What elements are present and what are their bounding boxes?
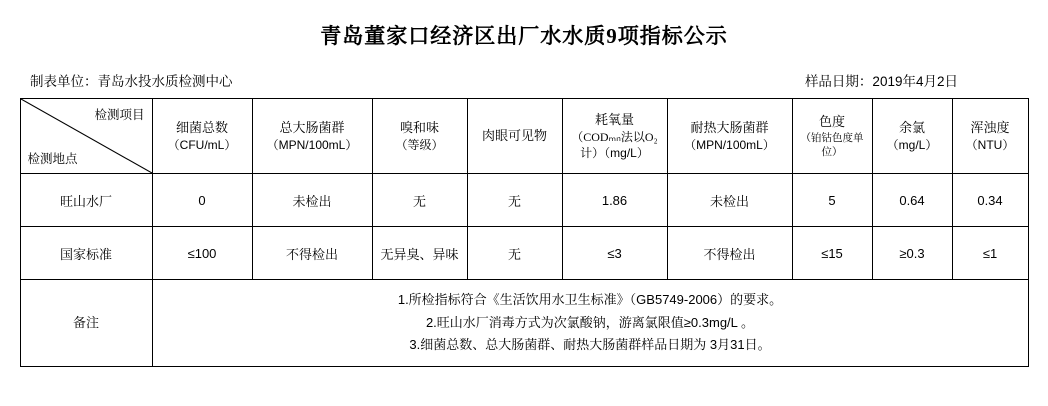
cell-chroma: 5 — [792, 174, 872, 227]
column-name: 余氯 — [898, 120, 925, 136]
cell-bacteria: ≤100 — [152, 227, 252, 280]
column-unit: （CODₘₙ法以O₂ — [571, 129, 658, 144]
column-unit: （mg/L） — [886, 137, 938, 152]
cell-odor-taste: 无 — [372, 174, 467, 227]
column-name: 耗氧量 — [594, 112, 634, 128]
cell-residual-chlorine: ≥0.3 — [872, 227, 952, 280]
page-title: 青岛董家口经济区出厂水水质9项指标公示 — [320, 24, 728, 48]
corner-label-top: 检测项目 — [94, 108, 145, 122]
column-name: 色度 — [818, 114, 845, 130]
row-label-standard: 国家标准 — [20, 227, 152, 280]
cell-odor-taste: 无异臭、异味 — [372, 227, 467, 280]
column-header-total-coliform — [252, 99, 372, 174]
cell-thermotolerant-coliform: 未检出 — [667, 174, 792, 227]
corner-header-cell — [20, 99, 152, 174]
column-unit: （NTU） — [965, 137, 1015, 152]
column-unit-2: 计）（mg/L） — [580, 145, 649, 160]
table-row — [20, 227, 1028, 280]
cell-visible-matter: 无 — [467, 174, 562, 227]
column-unit: （等级） — [395, 137, 444, 152]
notes-row — [20, 280, 1028, 367]
note-line-3: 3.细菌总数、总大肠菌群、耐热大肠菌群样品日期为 3月31日。 — [409, 337, 771, 353]
water-quality-table — [20, 98, 1029, 367]
column-name: 肉眼可见物 — [481, 128, 547, 144]
column-name: 嗅和味 — [399, 120, 439, 136]
column-header-chroma — [792, 99, 872, 174]
cell-thermotolerant-coliform: 不得检出 — [667, 227, 792, 280]
cell-turbidity: ≤1 — [952, 227, 1028, 280]
cell-total-coliform: 不得检出 — [252, 227, 372, 280]
corner-label-bottom: 检测地点 — [27, 152, 78, 166]
column-name: 耐热大肠菌群 — [690, 120, 769, 136]
cell-chroma: ≤15 — [792, 227, 872, 280]
cell-oxygen-consumption: ≤3 — [562, 227, 667, 280]
column-unit: （CFU/mL） — [167, 137, 237, 152]
meta-row — [0, 50, 1048, 98]
notes-content — [152, 280, 1028, 367]
cell-bacteria: 0 — [152, 174, 252, 227]
column-name: 总大肠菌群 — [279, 120, 345, 136]
column-header-thermotolerant-coliform — [667, 99, 792, 174]
column-header-visible-matter — [467, 99, 562, 174]
sample-date: 样品日期：2019年4月2日 — [804, 74, 958, 89]
column-unit: （MPN/100mL） — [684, 137, 775, 152]
note-line-1: 1.所检指标符合《生活饮用水卫生标准》（GB5749-2006）的要求。 — [397, 291, 783, 307]
column-name: 细菌总数 — [175, 120, 228, 136]
cell-total-coliform: 未检出 — [252, 174, 372, 227]
column-unit: （铂钴色度单位） — [800, 131, 864, 158]
column-header-residual-chlorine — [872, 99, 952, 174]
column-unit: （MPN/100mL） — [266, 137, 358, 152]
table-header-row — [20, 99, 1028, 174]
cell-turbidity: 0.34 — [952, 174, 1028, 227]
note-line-2: 2.旺山水厂消毒方式为次氯酸钠，游离氯限值≥0.3mg/L 。 — [425, 314, 755, 330]
table-row — [20, 174, 1028, 227]
notes-label: 备注 — [20, 280, 152, 367]
column-header-oxygen-consumption — [562, 99, 667, 174]
column-header-bacteria — [152, 99, 252, 174]
prepared-by: 制表单位：青岛水投水质检测中心 — [30, 74, 233, 89]
column-header-turbidity — [952, 99, 1028, 174]
column-name: 浑浊度 — [970, 120, 1010, 136]
cell-oxygen-consumption: 1.86 — [562, 174, 667, 227]
column-header-odor-taste — [372, 99, 467, 174]
cell-visible-matter: 无 — [467, 227, 562, 280]
cell-residual-chlorine: 0.64 — [872, 174, 952, 227]
row-label-plant: 旺山水厂 — [20, 174, 152, 227]
